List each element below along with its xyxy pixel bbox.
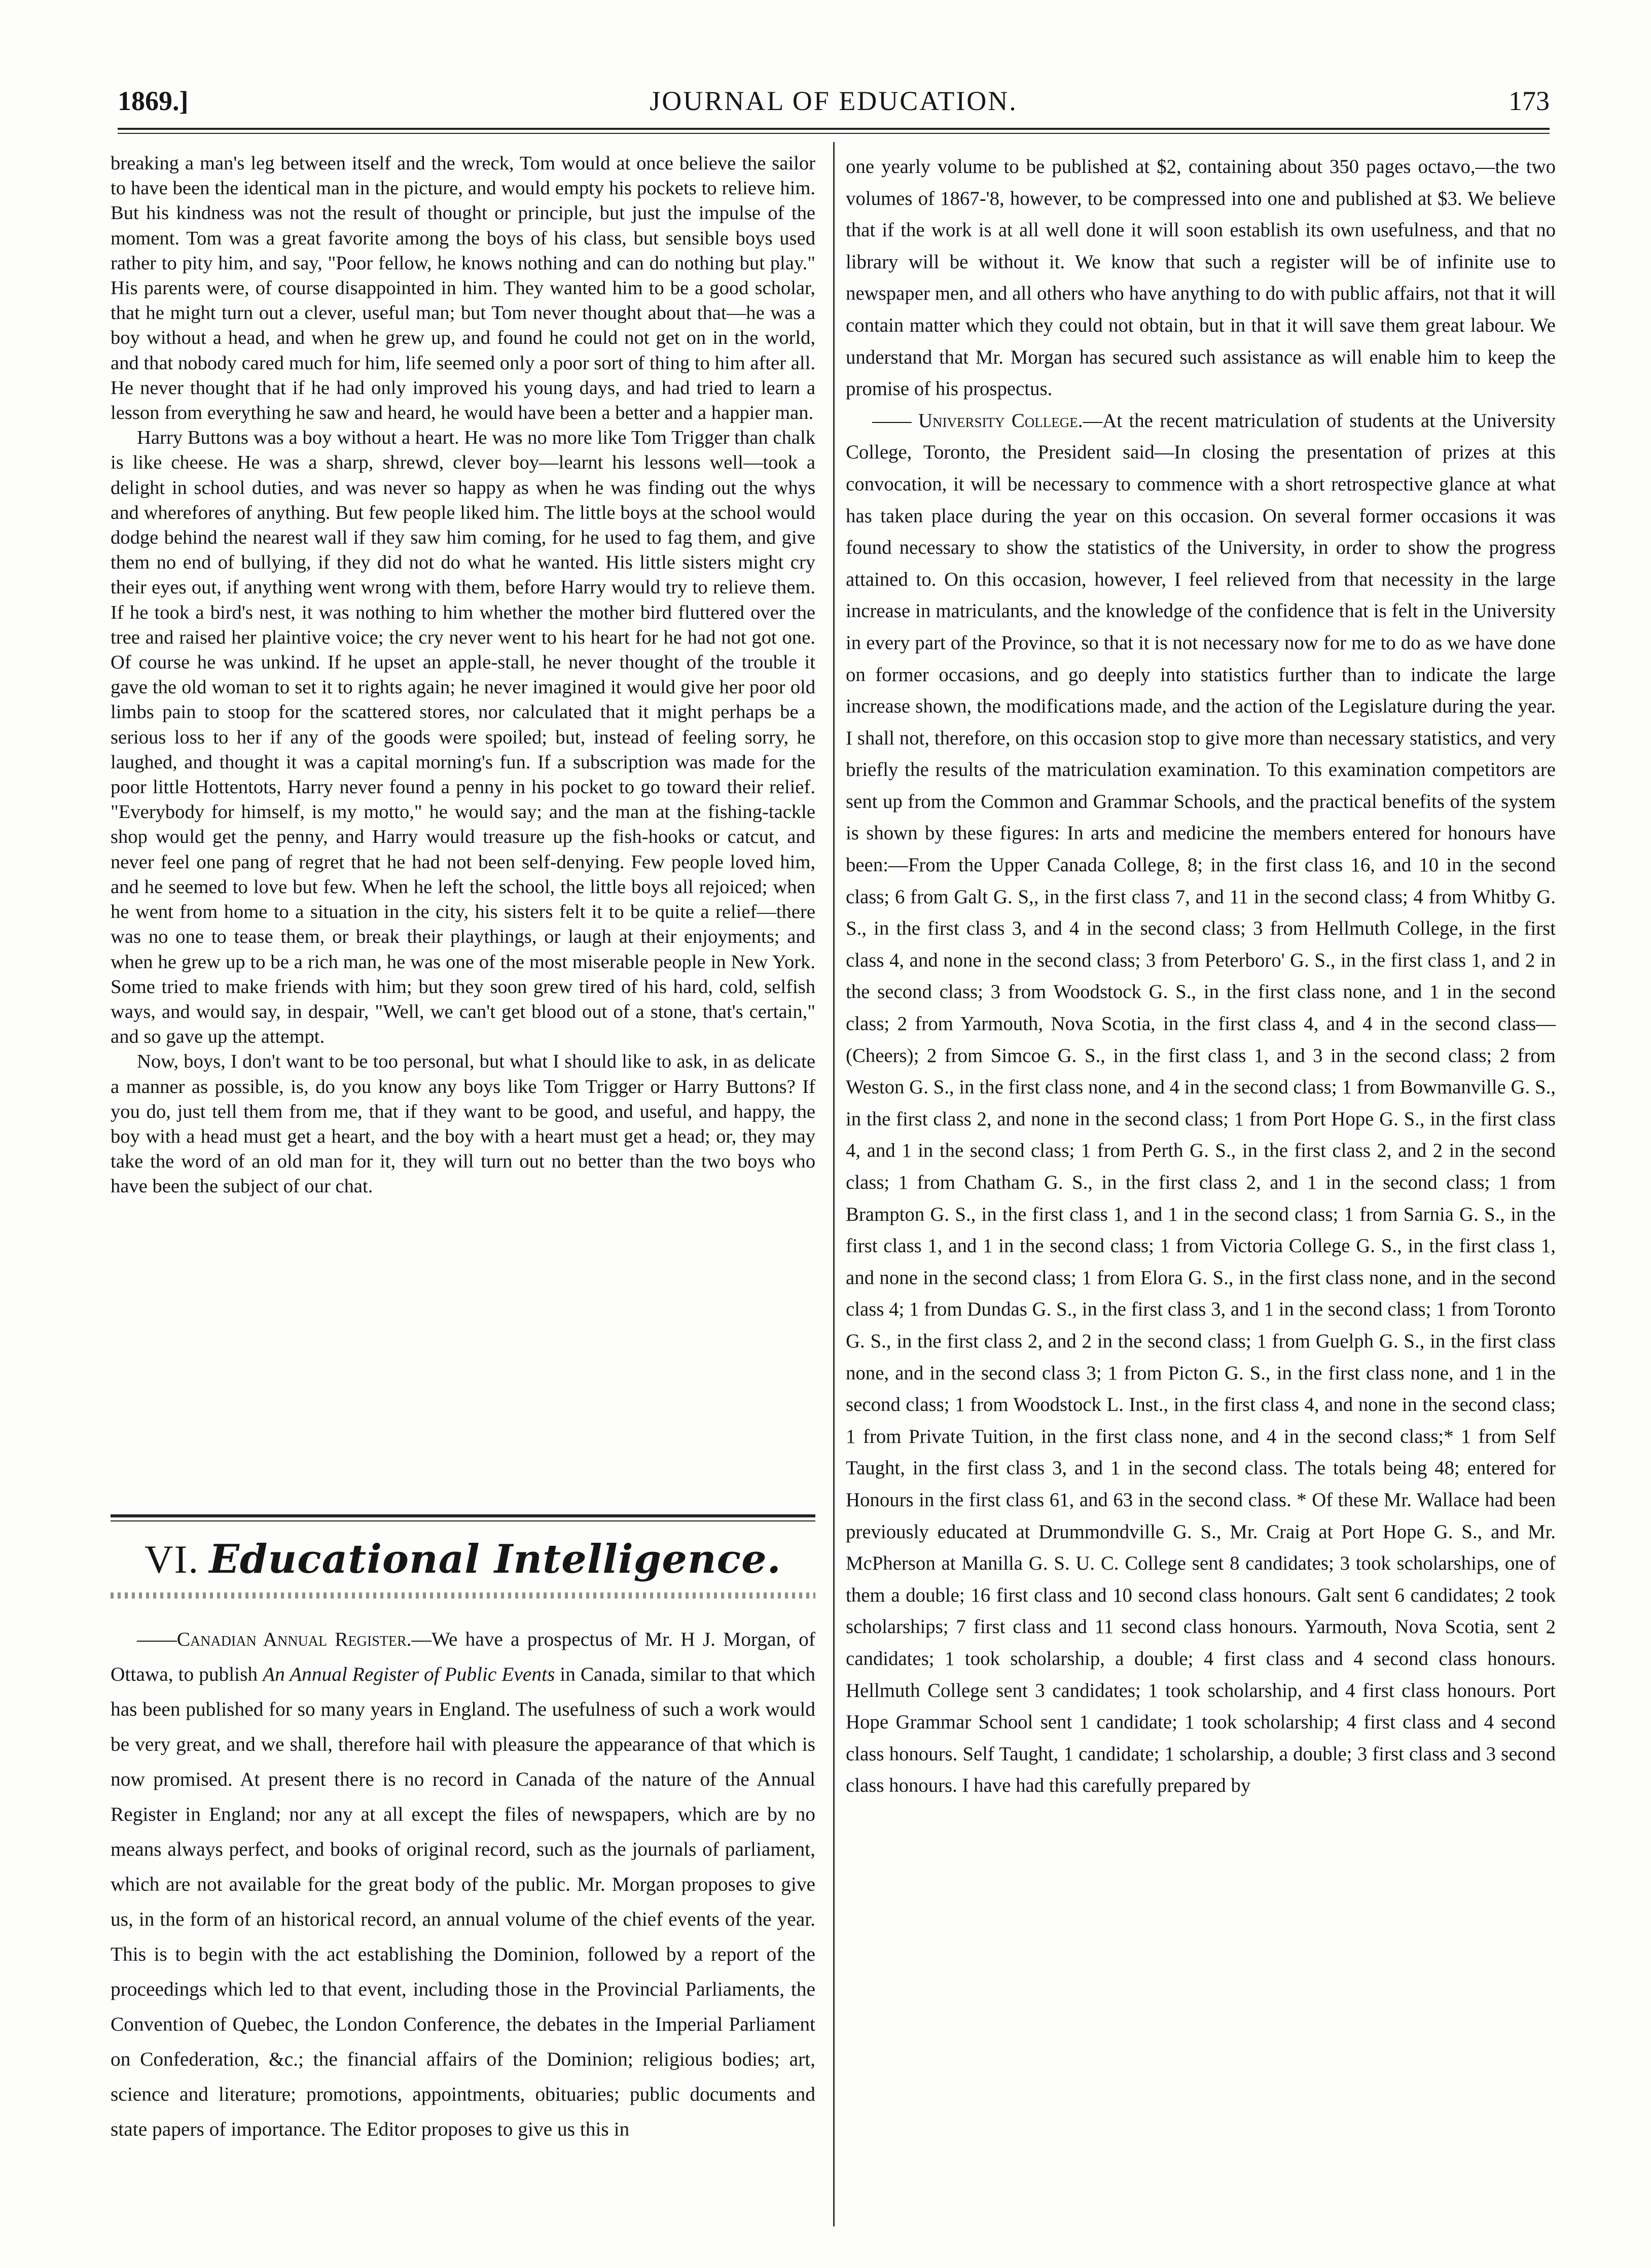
college-heading: University College. xyxy=(918,409,1083,432)
column-divider xyxy=(833,142,835,2226)
register-continued: one yearly volume to be published at $2, containing about 350 pages octavo,—the two volumes of 1867-'8, however, to be compressed into one and published at $3. We believe that if the work is at all well done it will soon establish its own usefulness, and that no library will be without it. We know that such a register will be of infinite use to newspaper men, and all others who have anything to do with public affairs, not that it will contain matter which they could not obtain, but in that it will save them great labour. We understand that Mr. Morgan has secured such assistance as will enable him to keep the promise of his prospectus. xyxy=(846,156,1556,400)
section-rule xyxy=(111,1514,815,1521)
story-paragraph-3: Now, boys, I don't want to be too personal, but what I should like to ask, in as delicate a manner as possible, is, do you know any boys like Tom Trigger or Harry Buttons? If you do, just tell them from me, that if they want to be good, and useful, and happy, the boy with a head must get a heart, and the boy with a heart must get a head; or, they may take the word of an old man for it, they will turn out no better than the two boys who have been the subject of our chat. xyxy=(111,1051,815,1197)
header-year: 1869.] xyxy=(118,86,189,116)
canadian-register-paragraph xyxy=(111,1622,815,2147)
right-column xyxy=(846,151,1556,1802)
canadian-register-article xyxy=(111,1622,815,2147)
article-heading: Canadian Annual Register. xyxy=(176,1628,412,1650)
article-dash: —— xyxy=(137,1628,177,1650)
article-body: in Canada, similar to that which has been published for so many years in England. The usefulness of such a work would be very great, and we shall, therefore hail with pleasure the appearance of that which is now promised. At present there is no record in Canada of the nature of the Annual Register in England; nor any at all except the files of newspapers, which are by no means always perfect, and books of original record, such as the journals of parliament, which are not available for the great body of the public. Mr. Morgan proposes to give us, in the form of an historical record, an annual volume of the chief events of the year. This is to begin with the act establishing the Dominion, followed by a report of the proceedings which led to that event, including those in the Provincial Parliaments, the Convention of Quebec, the London Conference, the debates in the Imperial Parliament on Confederation, &c.; the financial affairs of the Dominion; religious bodies; art, science and literature; promotions, appointments, obituaries; public documents and state papers of importance. The Editor proposes to give us this in xyxy=(111,1663,815,2140)
article-intro: —We have a prospectus of Mr. H J. Morgan, of Ottawa, to publish xyxy=(111,1628,815,1685)
register-title: An Annual Register of Public Events xyxy=(263,1663,555,1685)
section-heading xyxy=(111,1537,815,1582)
journal-title: JOURNAL OF EDUCATION. xyxy=(650,86,1018,116)
left-column-story xyxy=(111,151,815,1199)
running-header xyxy=(118,85,1550,126)
section-title: Educational Intelligence. xyxy=(209,1536,781,1582)
section-number: VI. xyxy=(145,1537,199,1581)
page-number: 173 xyxy=(1509,86,1550,116)
story-paragraph-2: Harry Buttons was a boy without a heart. He was no more like Tom Trigger than chalk is like cheese. He was a sharp, shrewd, clever boy—learnt his lessons well—took a delight in school duties, and was never so happy as when he was finding out the whys and wherefores of anything. But few people liked him. The little boys at the school would dodge behind the nearest wall if they saw him coming, for he used to fag them, and give them no end of bullying, if they did not do what he wanted. His little sisters might cry their eyes out, if anything went wrong with them, before Harry would try to relieve them. If he took a bird's nest, it was nothing to him whether the mother bird fluttered over the tree and raised her plaintive voice; the cry never went to his heart for he had not got one. Of course he was unkind. If he upset an apple-stall, he never thought of the trouble it gave the old woman to set it to rights again; he never imagined it would give her poor old limbs pain to stoop for the scattered stores, nor calculated that it might perhaps be a serious loss to her if any of the goods were spoiled; but, instead of feeling sorry, he laughed, and thought it was a capital morning's fun. If a subscription was made for the poor little Hottentots, Harry never found a penny in his pocket to go toward their relief. "Everybody for himself, is my motto," he would say; and the man at the fishing-tackle shop would get the penny, and Harry would treasure up the fish-hooks or catcut, and never feel one pang of regret that he had not been self-denying. Few people loved him, and he seemed to love but few. When he left the school, the little boys all rejoiced; when he went from home to a situation in the city, his sisters felt it to be quite a relief—there was no one to tease them, or break their playthings, or laugh at their enjoyments; and when he grew up to be a rich man, he was one of the most miserable people in New York. Some tried to make friends with him; but they soon grew tired of his hard, cold, selfish ways, and would say, in despair, "Well, we can't get blood out of a stone, that's certain," and so gave up the attempt. xyxy=(111,427,815,1048)
university-college-paragraph xyxy=(846,405,1556,1802)
header-rule xyxy=(118,128,1550,134)
college-dash: —— xyxy=(872,409,912,432)
section-wavy-rule xyxy=(111,1592,815,1599)
college-body: —At the recent matriculation of students at the University College, Toronto, the President said—In closing the presentation of prizes at this convocation, it will be necessary to commence with a short retrospective glance at what has taken place during the year on this occasion. On several former occasions it was found necessary to show the statistics of the University, in order to show the progress attained to. On this occasion, however, I feel relieved from that necessity in the large increase in matriculants, and the knowledge of the confidence that is felt in the University in every part of the Province, so that it is not necessary now for me to do as we have done on former occasions, and go deeply into statistics further than to indicate the large increase shown, the modifications made, and the action of the Legislature during the year. I shall not, therefore, on this occasion stop to give more than necessary statistics, and very briefly the results of the matriculation examination. To this examination competitors are sent up from the Common and Grammar Schools, and the practical benefits of the system is shown by these figures: In arts and medicine the members entered for honours have been:—From the Upper Canada College, 8; in the first class 16, and 10 in the second class; 6 from Galt G. S,, in the first class 7, and 11 in the second class; 4 from Whitby G. S., in the first class 3, and 4 in the second class; 3 from Hellmuth College, in the first class 4, and none in the second class; 3 from Peterboro' G. S., in the first class 1, and 2 in the second class; 3 from Woodstock G. S., in the first class none, and 1 in the second class; 2 from Yarmouth, Nova Scotia, in the first class 4, and 4 in the second class—(Cheers); 2 from Simcoe G. S., in the first class 1, and 3 in the second class; 2 from Weston G. S., in the first class none, and 4 in the second class; 1 from Bowmanville G. S., in the first class 2, and none in the second class; 1 from Port Hope G. S., in the first class 4, and 1 in the second class; 1 from Perth G. S., in the first class 2, and 2 in the second class; 1 from Chatham G. S., in the first class 2, and 1 in the second class; 1 from Brampton G. S., in the first class 1, and 1 in the second class; 1 from Sarnia G. S., in the first class 1, and 1 in the second class; 1 from Victoria College G. S., in the first class 1, and none in the second class; 1 from Elora G. S., in the first class none, and in the second class 4; 1 from Dundas G. S., in the first class 3, and 1 in the second class; 1 from Toronto G. S., in the first class 2, and 2 in the second class; 1 from Guelph G. S., in the first class none, and in the second class 3; 1 from Picton G. S., in the first class none, and 1 in the second class; 1 from Woodstock L. Inst., in the first class 4, and none in the second class; 1 from Private Tuition, in the first class none, and 4 in the second class;* 1 from Self Taught, in the first class 3, and 1 in the second class. The totals being 48; entered for Honours in the first class 61, and 63 in the second class. * Of these Mr. Wallace had been previously educated at Drummondville G. S., Mr. Craig at Port Hope G. S., and Mr. McPherson at Manilla G. S. U. C. College sent 8 candidates; 3 took scholarships, one of them a double; 16 first class and 10 second class honours. Galt sent 6 candidates; 2 took scholarships; 7 first class and 11 second class honours. Yarmouth, Nova Scotia, sent 2 candidates; 1 took scholarship, a double; 4 first class and 4 second class honours. Hellmuth College sent 3 candidates; 1 took scholarship, and 4 first class honours. Port Hope Grammar School sent 1 candidate; 1 took scholarship; 4 first class and 4 second class honours. Self Taught, 1 candidate; 1 scholarship, a double; 3 first class and 3 second class honours. I have had this carefully prepared by xyxy=(846,409,1556,1797)
story-paragraph-1: breaking a man's leg between itself and the wreck, Tom would at once believe the sailor to have been the identical man in the picture, and would empty his pockets to relieve him. But his kindness was not the result of thought or principle, but just the impulse of the moment. Tom was a great favorite among the boys of his class, but sensible boys used rather to pity him, and say, "Poor fellow, he knows nothing and can do nothing but play." His parents were, of course disappointed in him. They wanted him to be a good scholar, that he might turn out a clever, useful man; but Tom never thought about that—he was a boy without a head, and when he grew up, and found he could not get on in the world, and that nobody cared much for him, life seemed only a poor sort of thing to him after all. He never thought that if he had only improved his young days, and had tried to learn a lesson from everything he saw and heard, he would have been a better and a happier man. xyxy=(111,153,815,424)
